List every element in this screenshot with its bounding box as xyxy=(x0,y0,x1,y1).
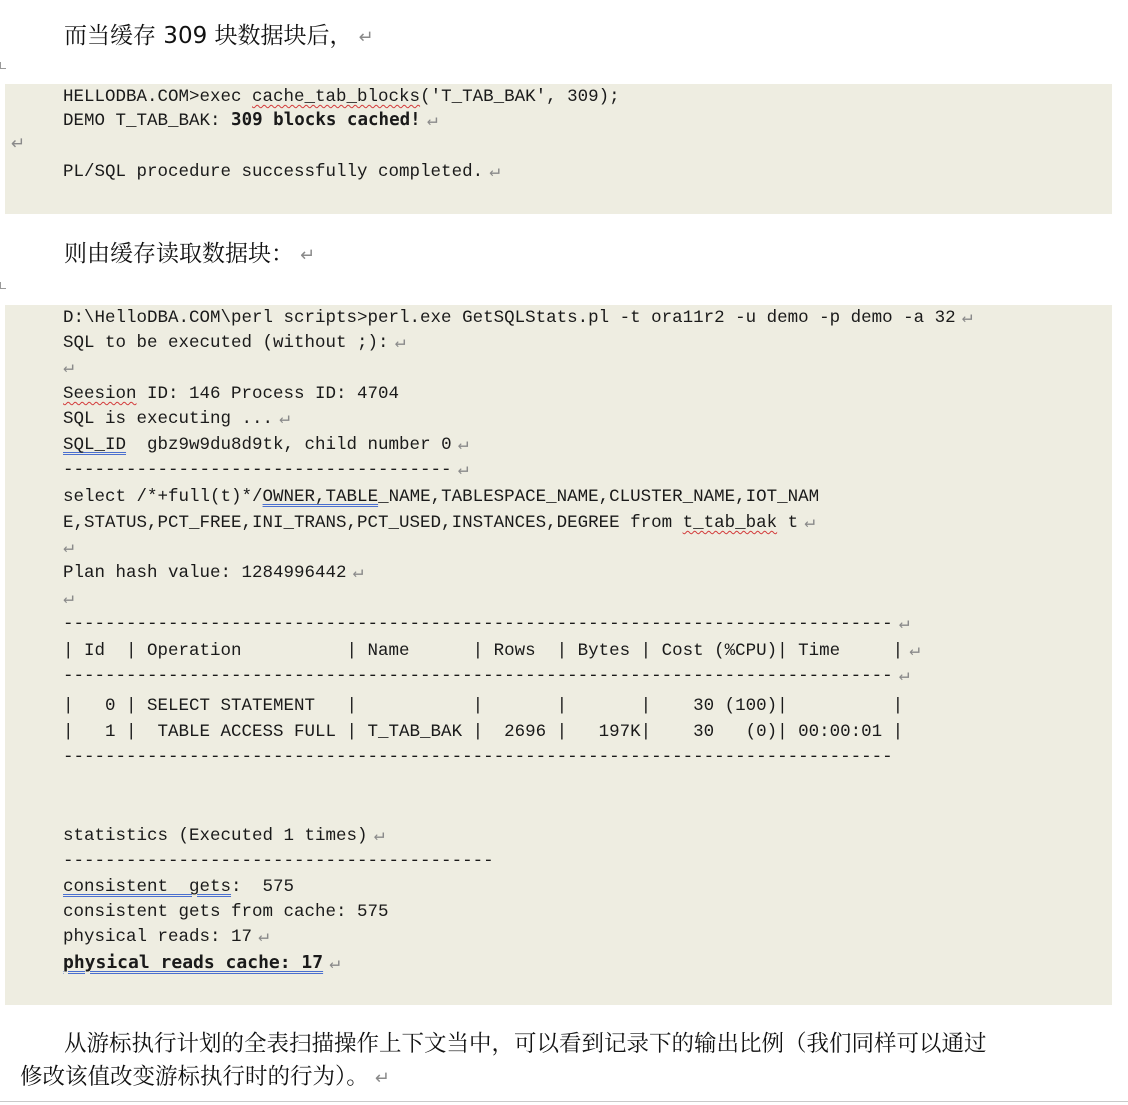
code-text: ID: 146 Process ID: 4704 xyxy=(136,384,400,404)
paragraph-mark-icon: ↵ xyxy=(457,435,469,455)
code-line-sql-id xyxy=(63,432,468,458)
code-text-bold: 309 blocks cached! xyxy=(231,110,421,130)
paragraph-mark-icon: ↵ xyxy=(394,333,406,353)
paragraph-mark-icon: ↵ xyxy=(11,134,26,154)
paragraph-read-from-cache xyxy=(20,238,1038,272)
code-line-command xyxy=(63,305,973,331)
paragraph-mark-icon: ↵ xyxy=(457,460,469,480)
code-block-cache-exec xyxy=(5,84,1112,214)
page-bottom-divider xyxy=(0,1101,1128,1102)
paragraph-mark-icon: ↵ xyxy=(63,589,74,609)
code-text-table-name: t_tab_bak xyxy=(682,513,778,533)
paragraph-text: 修改该值改变游标执行时的行为）。 xyxy=(20,1064,369,1090)
code-text-underlined: consistent gets xyxy=(63,877,232,897)
plan-header-row xyxy=(63,638,920,664)
code-text-underlined: OWNER,TABLE xyxy=(262,487,379,507)
paragraph-mark-icon: ↵ xyxy=(909,641,920,661)
code-text: gbz9w9du8d9tk, child number 0 xyxy=(126,435,452,455)
paragraph-mark-icon: ↵ xyxy=(258,927,269,947)
stat-consistent-gets xyxy=(63,874,294,900)
code-line-blocks-cached xyxy=(63,107,438,133)
code-line-session xyxy=(63,381,399,407)
code-text: HELLODBA.COM>exec xyxy=(63,87,253,107)
stat-physical-reads xyxy=(63,924,269,950)
code-line-empty xyxy=(63,586,74,612)
code-text: ------------------------------------------------------------------------------- xyxy=(63,614,893,634)
code-text: statistics (Executed 1 times) xyxy=(63,826,368,846)
paragraph-mark-icon: ↵ xyxy=(358,27,374,48)
code-line-completed xyxy=(63,159,500,185)
code-text: ------------------------------------- xyxy=(63,460,452,480)
code-text: PL/SQL procedure successfully completed. xyxy=(63,162,484,182)
section-corner-mark xyxy=(0,62,6,69)
code-text: | Id | Operation | Name | Rows | Bytes | Cost (%CPU)| Time | xyxy=(63,641,904,661)
code-line-rule-short xyxy=(63,457,468,483)
code-text-bold: physical reads cache: 17 xyxy=(63,952,324,973)
code-text: ------------------------------------------------------------------------------- xyxy=(63,666,893,686)
paragraph-line: 从游标执行计划的全表扫描操作上下文当中，可以看到记录下的输出比例（我们同样可以通过 xyxy=(64,1031,987,1057)
code-block-sql-stats xyxy=(5,305,1112,1005)
paragraph-mark-icon: ↵ xyxy=(898,666,910,686)
code-text: DEMO T_TAB_BAK: xyxy=(63,111,232,131)
paragraph-mark-icon: ↵ xyxy=(329,952,340,973)
code-text: SQL is executing ... xyxy=(63,409,274,429)
code-line-empty xyxy=(63,535,74,561)
code-text: ('T_TAB_BAK', 309); xyxy=(420,87,620,107)
paragraph-mark-icon: ↵ xyxy=(804,513,815,533)
code-text: consistent gets from cache: 575 xyxy=(63,902,389,922)
paragraph-mark-icon: ↵ xyxy=(63,358,74,378)
section-corner-mark xyxy=(0,282,6,289)
code-text: ------------------------------------------------------------------------------- xyxy=(63,747,893,767)
code-text: physical reads: 17 xyxy=(63,927,253,947)
paragraph-mark-icon: ↵ xyxy=(352,563,364,583)
code-text: | 0 | SELECT STATEMENT | | | | 30 (100)| | xyxy=(63,696,904,716)
code-text: _NAME,TABLESPACE_NAME,CLUSTER_NAME,IOT_NAM xyxy=(378,487,820,507)
code-text: | 1 | TABLE ACCESS FULL | T_TAB_BAK | 2696 | 197K| 30 (0)| 00:00:01 | xyxy=(63,722,904,742)
paragraph-mark-icon: ↵ xyxy=(279,409,290,429)
plan-row-1 xyxy=(63,719,903,745)
code-text: SQL to be executed (without ;): xyxy=(63,333,389,353)
plan-rule-top xyxy=(63,611,909,637)
code-line-select-1 xyxy=(63,484,819,510)
paragraph-mark-icon: ↵ xyxy=(373,826,385,846)
code-text-sql-id-label: SQL_ID xyxy=(63,435,127,455)
code-text: : 575 xyxy=(231,877,295,897)
code-text: E,STATUS,PCT_FREE,INI_TRANS,PCT_USED,INSTANCES,DEGREE from xyxy=(63,513,683,533)
paragraph-mark-icon: ↵ xyxy=(489,162,500,182)
plan-row-0 xyxy=(63,693,903,719)
plan-rule-bottom xyxy=(63,744,893,770)
paragraph-text: 而当缓存 309 块数据块后， xyxy=(64,23,353,49)
paragraph-mark-icon: ↵ xyxy=(374,1068,390,1089)
code-text: Plan hash value: 1284996442 xyxy=(63,563,347,583)
paragraph-intro-cache xyxy=(20,20,1038,54)
stat-physical-reads-cache xyxy=(63,950,340,976)
paragraph-mark-icon: ↵ xyxy=(300,245,316,266)
plan-rule-middle xyxy=(63,663,909,689)
code-line-stats-rule xyxy=(63,848,494,874)
paragraph-text: 则由缓存读取数据块： xyxy=(64,241,294,267)
code-line-select-2 xyxy=(63,510,815,536)
code-text: t xyxy=(777,513,799,533)
code-text-procedure-name: cache_tab_blocks xyxy=(252,87,421,107)
code-line-stats-title xyxy=(63,823,384,849)
code-line-executing xyxy=(63,406,290,432)
code-text: ----------------------------------------- xyxy=(63,851,494,871)
paragraph-conclusion xyxy=(20,1028,1088,1095)
paragraph-mark-icon: ↵ xyxy=(961,308,973,328)
paragraph-mark-icon: ↵ xyxy=(898,614,910,634)
code-line-sql-to-execute xyxy=(63,330,405,356)
paragraph-mark-icon: ↵ xyxy=(63,538,74,558)
code-line-empty xyxy=(63,355,74,381)
code-text: select /*+full(t)*/ xyxy=(63,487,263,507)
code-text: D:\HelloDBA.COM\perl scripts>perl.exe GetSQLStats.pl -t ora11r2 -u demo -p demo -a 32 xyxy=(63,308,956,328)
paragraph-mark-icon: ↵ xyxy=(426,111,438,131)
paragraph-line-last xyxy=(20,1061,1088,1095)
stat-consistent-gets-cache xyxy=(63,899,389,925)
code-line-plan-hash xyxy=(63,560,363,586)
code-text-misspelled: Seesion xyxy=(63,384,137,404)
